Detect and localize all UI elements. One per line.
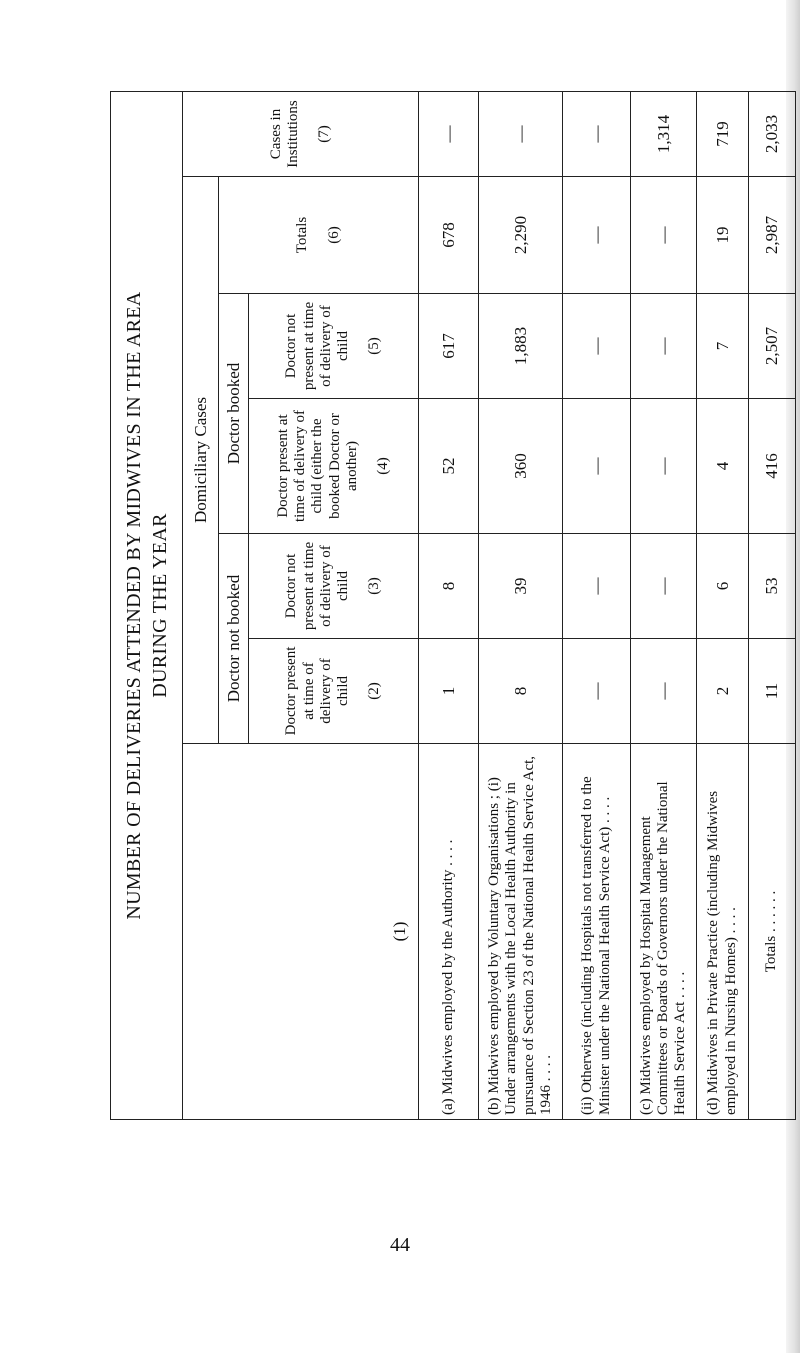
cell-col3: 39 — [479, 534, 563, 639]
cell-col7: — — [479, 92, 563, 177]
cell-col5: — — [563, 294, 631, 399]
cell-col6: 678 — [419, 177, 479, 294]
cell-col2: — — [563, 639, 631, 744]
cell-col2: 8 — [479, 639, 563, 744]
total-col3: 53 — [749, 534, 796, 639]
col2-number: (2) — [366, 682, 383, 700]
table-row — [419, 92, 479, 1120]
title-line-1: NUMBER OF DELIVERIES ATTENDED BY MIDWIVES IN THE AREA — [122, 291, 145, 920]
row-description: (a) Midwives employed by the Authority . . . . — [419, 744, 479, 1120]
col1-number: (1) — [390, 921, 410, 942]
cell-col2: 2 — [697, 639, 749, 744]
cell-col6: 19 — [697, 177, 749, 294]
cell-col2: — — [631, 639, 697, 744]
col2-header — [249, 639, 419, 744]
cell-col5: 1,883 — [479, 294, 563, 399]
col6-header — [219, 177, 419, 294]
booked-header: Doctor booked — [219, 294, 249, 534]
total-col4: 416 — [749, 399, 796, 534]
deliveries-table — [110, 91, 796, 1120]
not-booked-header: Doctor not booked — [219, 534, 249, 744]
domiciliary-header: Domiciliary Cases — [183, 177, 219, 744]
col4-label: Doctor present at time of delivery of child (either the booked Doctor or another) — [274, 409, 360, 523]
col4-number: (4) — [375, 457, 391, 475]
cell-col6: — — [631, 177, 697, 294]
col3-number: (3) — [366, 577, 383, 595]
table-row — [479, 92, 563, 1120]
rotated-table-wrapper — [110, 92, 795, 1120]
cell-col7: 719 — [697, 92, 749, 177]
cell-col3: — — [631, 534, 697, 639]
col6-label: Totals — [294, 216, 311, 254]
row-description: (c) Midwives employed by Hospital Management Committees or Boards of Governors under the National Health Service Act . . . . — [631, 744, 697, 1120]
cell-col5: — — [631, 294, 697, 399]
cell-col6: 2,290 — [479, 177, 563, 294]
row-description: (d) Midwives in Private Practice (including Midwives employed in Nursing Homes) . . . . — [697, 744, 749, 1120]
title-line-2: DURING THE YEAR — [148, 513, 171, 698]
cell-col5: 7 — [697, 294, 749, 399]
cell-col7: — — [563, 92, 631, 177]
total-col6: 2,987 — [749, 177, 796, 294]
cell-col3: 6 — [697, 534, 749, 639]
totals-row — [749, 92, 796, 1120]
col6-number: (6) — [325, 226, 342, 244]
col4-header — [249, 399, 419, 534]
col2-label: Doctor present at time of delivery of child — [283, 646, 352, 736]
col3-label: Doctor not present at time of delivery of child — [283, 541, 352, 631]
cell-col5: 617 — [419, 294, 479, 399]
cell-col7: 1,314 — [631, 92, 697, 177]
page-number: 44 — [390, 1234, 410, 1256]
table-row — [697, 92, 749, 1120]
cell-col4: 4 — [697, 399, 749, 534]
col3-header — [249, 534, 419, 639]
cell-col2: 1 — [419, 639, 479, 744]
col7-header — [183, 92, 419, 177]
cell-col3: 8 — [419, 534, 479, 639]
totals-label: Totals . . . . . . — [749, 744, 796, 1120]
col1-header — [183, 744, 419, 1120]
table-title — [111, 92, 183, 1120]
total-col7: 2,033 — [749, 92, 796, 177]
table-row — [631, 92, 697, 1120]
col7-number: (7) — [316, 125, 333, 143]
table-row — [563, 92, 631, 1120]
cell-col4: — — [631, 399, 697, 534]
total-col5: 2,507 — [749, 294, 796, 399]
cell-col6: — — [563, 177, 631, 294]
col5-label: Doctor not present at time of delivery of child — [283, 301, 352, 391]
col5-header — [249, 294, 419, 399]
col5-number: (5) — [366, 337, 383, 355]
row-description: (ii) Otherwise (including Hospitals not transferred to the Minister under the National Health Service Act) . . . . — [563, 744, 631, 1120]
row-description: (b) Midwives employed by Voluntary Organisations ; (i) Under arrangements with the Local Health Authority in pursuance of Section 23 of the National Health Service Act, 1946 . . . . — [479, 744, 563, 1120]
cell-col3: — — [563, 534, 631, 639]
col7-label: Cases in Institutions — [267, 100, 301, 168]
cell-col7: — — [419, 92, 479, 177]
total-col2: 11 — [749, 639, 796, 744]
cell-col4: 360 — [479, 399, 563, 534]
cell-col4: — — [563, 399, 631, 534]
cell-col4: 52 — [419, 399, 479, 534]
